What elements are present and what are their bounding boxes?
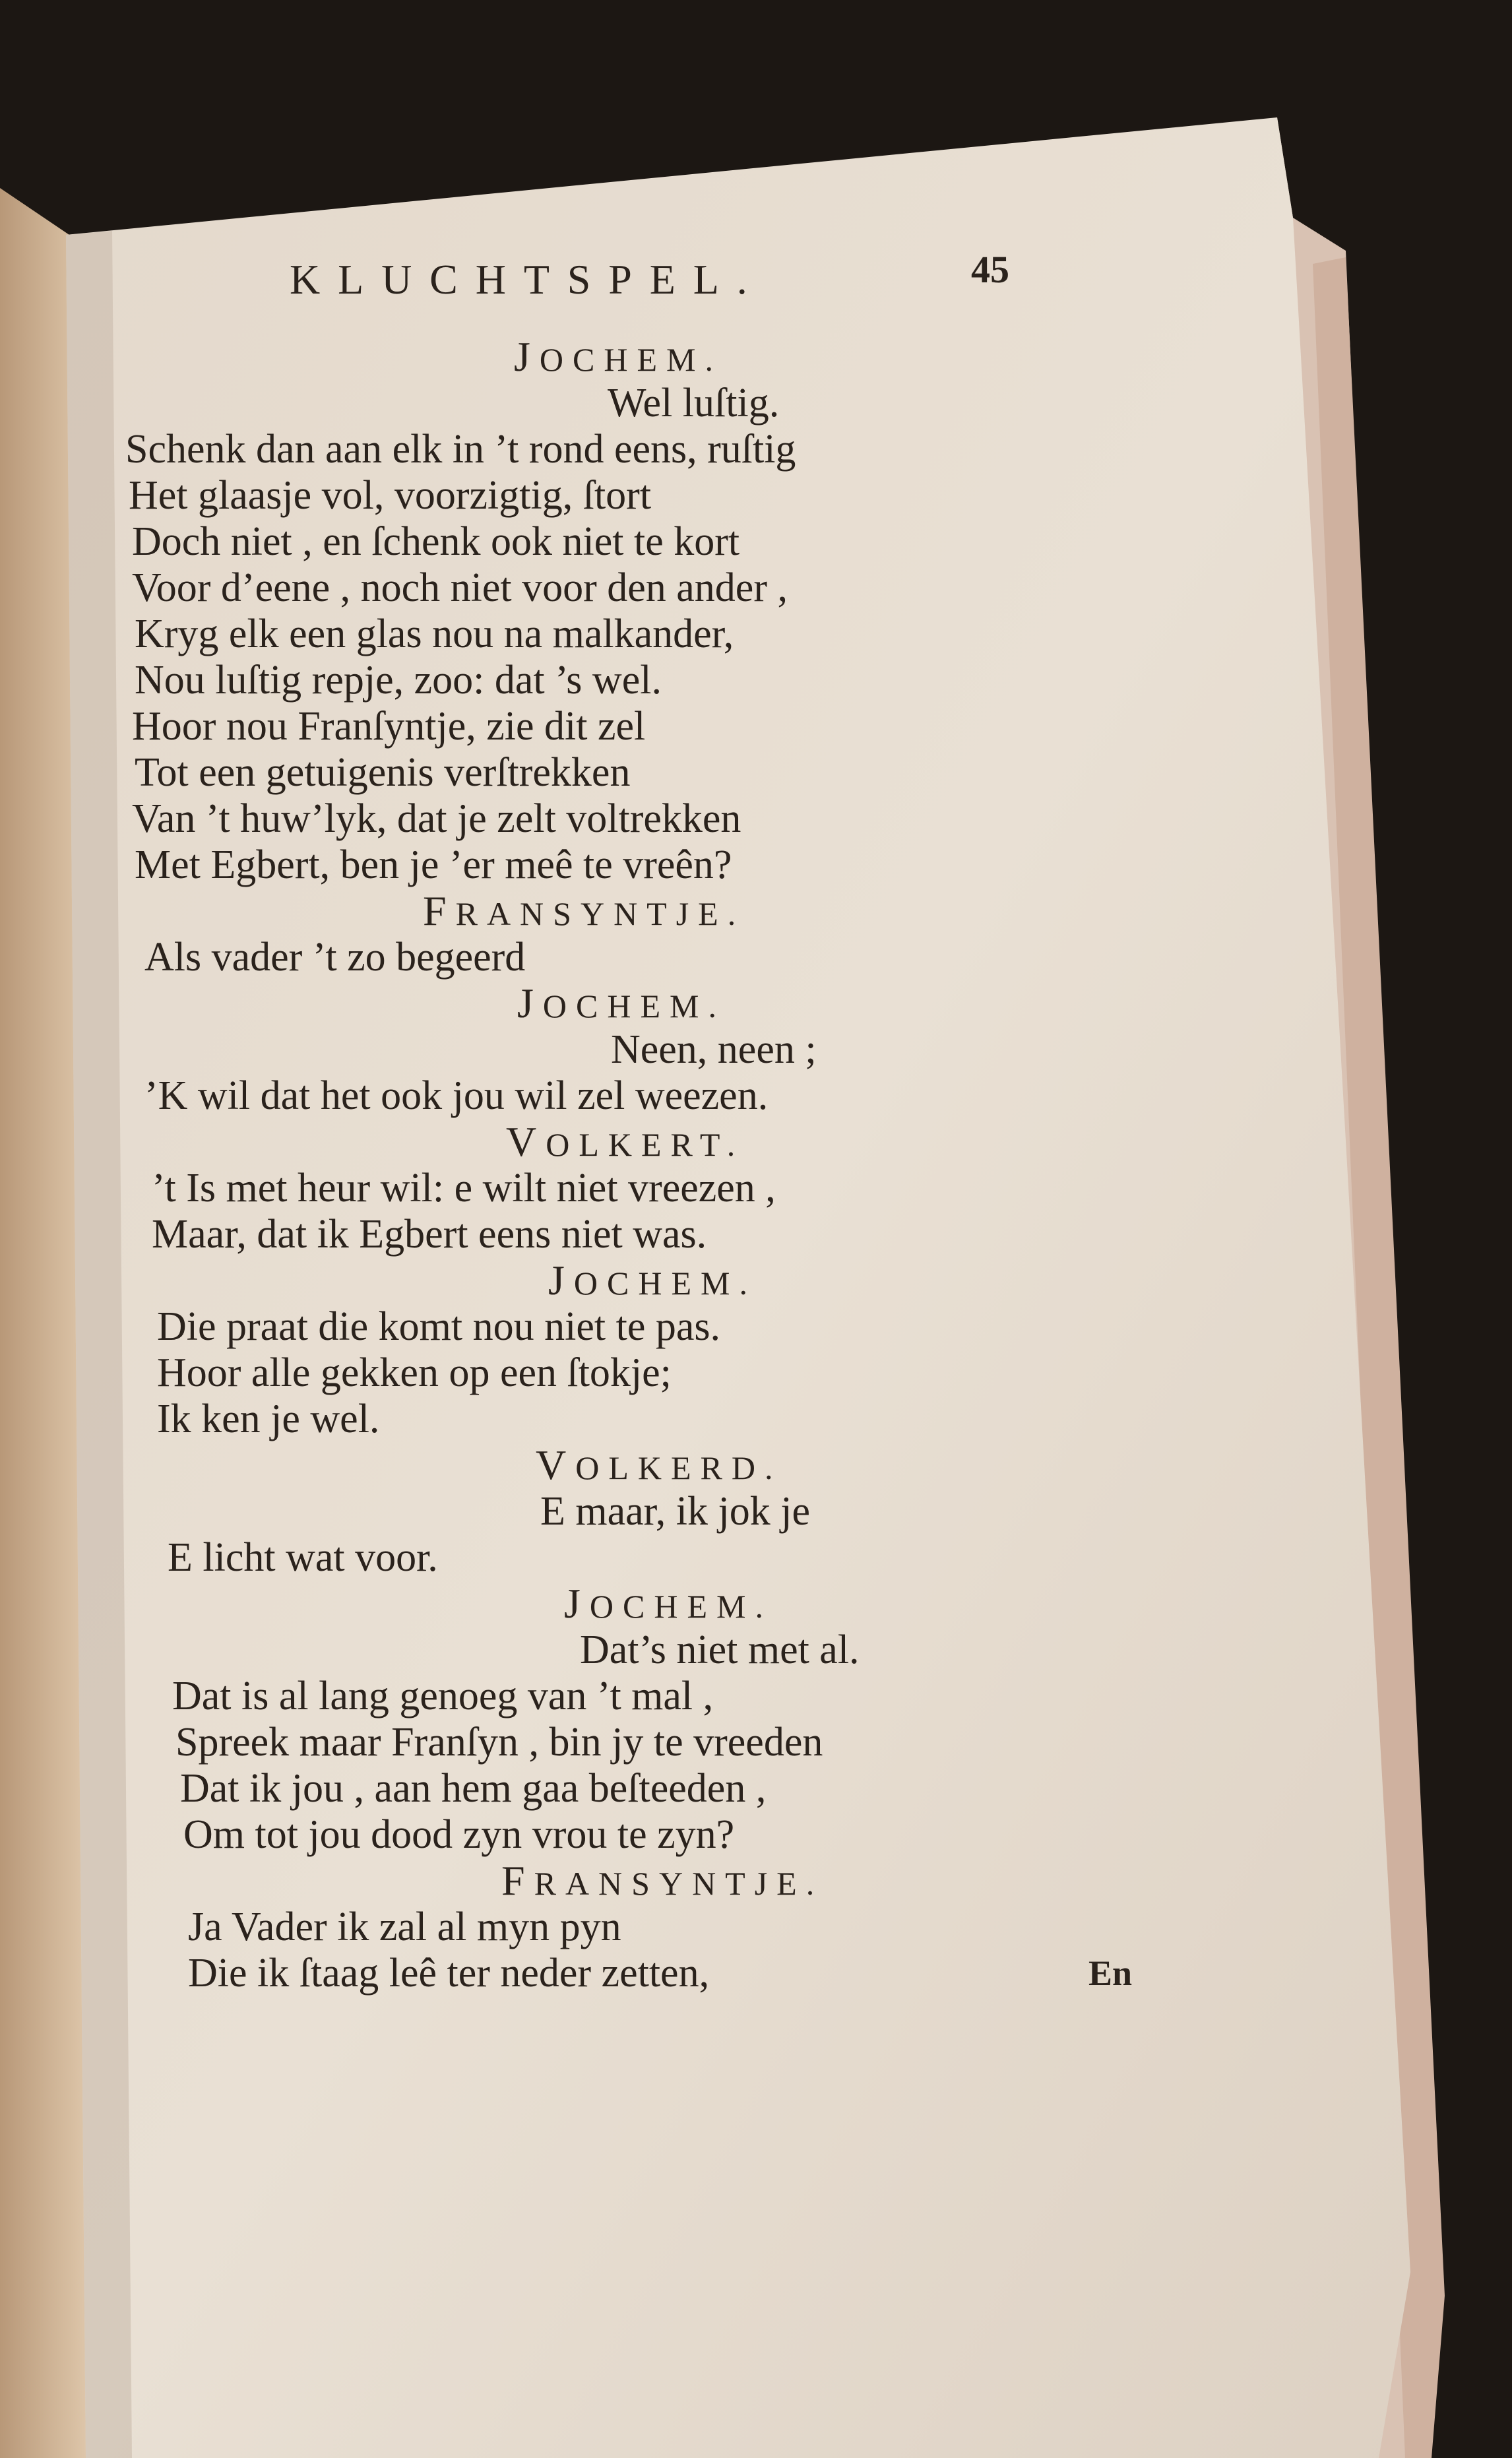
verse-line: E licht wat voor. — [168, 1535, 438, 1580]
verse-line: Maar, dat ik Egbert eens niet was. — [152, 1212, 707, 1257]
verse-line: Ik ken je wel. — [157, 1397, 380, 1441]
verse-line: Dat ik jou , aan hem gaa beſteeden , — [180, 1766, 767, 1811]
verse-line: Spreek maar Franſyn , bin jy te vreeden — [175, 1720, 823, 1765]
speaker-name: JOCHEM. — [514, 333, 722, 380]
speaker-name: VOLKERD. — [536, 1441, 782, 1488]
verse-line: Kryg elk een glas nou na malkander, — [135, 612, 734, 656]
speaker-name: FRANSYNTJE. — [501, 1857, 824, 1904]
verse-line: ’K wil dat het ook jou wil zel weezen. — [144, 1073, 769, 1118]
verse-line: Met Egbert, ben je ’er meê te vreên? — [135, 842, 732, 887]
speaker-name: JOCHEM. — [517, 980, 726, 1026]
verse-line: Hoor nou Franſyntje, zie dit zel — [132, 704, 646, 749]
speaker-name: JOCHEM. — [548, 1257, 757, 1304]
page-number: 45 — [971, 248, 1009, 291]
verse-line: E maar, ik jok je — [540, 1489, 810, 1534]
verse-line: Als vader ’t zo begeerd — [144, 935, 526, 980]
verse-line: Neen, neen ; — [611, 1027, 817, 1072]
play-text — [0, 334, 1253, 1996]
running-title: KLUCHTSPEL. — [290, 256, 765, 303]
verse-line: Dat is al lang genoeg van ’t mal , — [172, 1674, 714, 1718]
verse-line: Schenk dan aan elk in ’t rond eens, ruſtig — [125, 427, 796, 472]
verse-line: Ja Vader ik zal al myn pyn — [188, 1905, 621, 1949]
verse-line: Die ik ſtaag leê ter neder zetten, — [188, 1951, 710, 1996]
verse-line: Hoor alle gekken op een ſtokje; — [157, 1350, 672, 1395]
verse-line: Die praat die komt nou niet te pas. — [157, 1304, 720, 1349]
verse-line: Om tot jou dood zyn vrou te zyn? — [183, 1812, 735, 1857]
verse-line: Dat’s niet met al. — [580, 1627, 860, 1672]
verse-line: Het glaasje vol, voorzigtig, ſtort — [129, 473, 652, 518]
verse-line: Wel luſtig. — [608, 381, 780, 425]
speaker-name: VOLKERT. — [506, 1118, 745, 1165]
speaker-name: JOCHEM. — [564, 1580, 772, 1627]
verse-line: Van ’t huw’lyk, dat je zelt voltrekken — [132, 796, 741, 841]
verse-line: ’t Is met heur wil: e wilt niet vreezen , — [152, 1166, 776, 1211]
speaker-name: FRANSYNTJE. — [423, 887, 745, 934]
verse-line: Voor d’eene , noch niet voor den ander , — [132, 565, 788, 610]
verse-line: Tot een getuigenis verſtrekken — [135, 750, 631, 795]
catchword: En — [1088, 1953, 1133, 1993]
verse-line: Nou luſtig repje, zoo: dat ’s wel. — [135, 658, 662, 703]
verse-line: Doch niet , en ſchenk ook niet te kort — [132, 519, 740, 564]
